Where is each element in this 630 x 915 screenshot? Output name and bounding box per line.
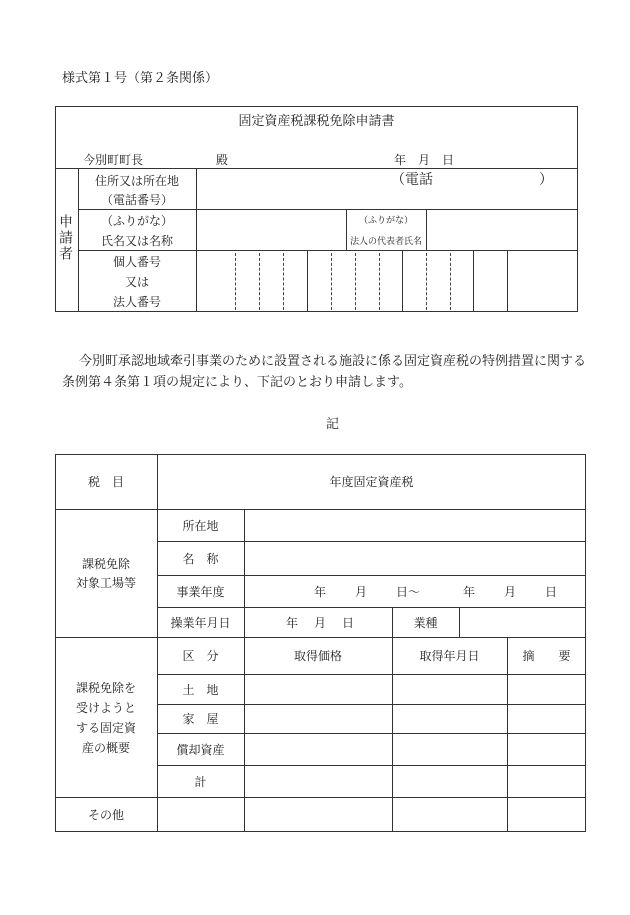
location-input[interactable] — [245, 510, 585, 540]
other-label: その他 — [87, 808, 124, 822]
application-title: 固定資産税課税免除申請書 — [238, 114, 395, 129]
asset-overview-label-4: 産の概要 — [81, 741, 130, 755]
asset-overview-label-1: 課税免除を — [75, 681, 136, 695]
date-month-label: 月 — [418, 153, 431, 167]
address-label: 住所又は所在地 — [94, 174, 179, 188]
start-date-label: 操業年月日 — [170, 615, 231, 630]
corp-furigana-label: （ふりがな） — [358, 216, 413, 226]
honorific: 殿 — [216, 153, 229, 167]
phone-close: ） — [539, 172, 553, 188]
row-building: 家 屋 — [182, 712, 219, 726]
fiscal-year-end-day: 日 — [545, 585, 558, 599]
phone-label: （電話番号） — [100, 193, 173, 207]
id-number-input[interactable] — [197, 251, 577, 311]
ki-label: 記 — [326, 417, 340, 432]
asset-overview-label-2: 受けようと — [75, 701, 136, 715]
id-number-label-3: 法人番号 — [112, 295, 161, 309]
name-input[interactable] — [197, 210, 345, 249]
column-remarks: 摘 要 — [522, 649, 571, 663]
body-text-line-1: 今別町承認地域牽引事業のために設置される施設に係る固定資産税の特例措置に関する — [79, 354, 587, 369]
date-year-label: 年 — [394, 153, 407, 167]
start-date-year: 年 — [286, 616, 299, 630]
applicant-label: 申請者 — [57, 214, 73, 262]
industry-input[interactable] — [460, 608, 585, 636]
target-factory-label-2: 対象工場等 — [75, 576, 136, 590]
body-text-line-2: 条例第４条第１項の規定により、下記のとおり申請します。 — [62, 375, 412, 390]
industry-label: 業種 — [413, 615, 438, 630]
id-number-label-1: 個人番号 — [112, 255, 161, 269]
date-day-label: 日 — [442, 153, 455, 167]
start-date-day: 日 — [342, 616, 355, 630]
addressee: 今別町町長 — [83, 153, 144, 167]
target-factory-label-1: 課税免除 — [81, 557, 130, 571]
asset-overview-label-3: する固定資 — [75, 721, 136, 735]
column-acquisition-price: 取得価格 — [293, 649, 342, 663]
fiscal-year-end-year: 年 — [463, 585, 476, 599]
furigana-label: （ふりがな） — [100, 214, 173, 228]
row-total: 計 — [194, 774, 207, 789]
factory-name-label: 名 称 — [182, 551, 219, 566]
representative-input[interactable] — [427, 210, 577, 249]
phone-open: （電話 — [391, 172, 433, 188]
start-date-month: 月 — [314, 616, 327, 630]
fiscal-year-start-day: 日～ — [396, 585, 421, 599]
location-label: 所在地 — [182, 518, 219, 533]
row-depreciable-assets: 償却資産 — [176, 742, 225, 757]
column-category: 区 分 — [182, 649, 219, 663]
column-acquisition-date: 取得年月日 — [419, 649, 480, 663]
address-input[interactable] — [197, 169, 577, 208]
corp-representative-label: 法人の代表者氏名 — [349, 237, 422, 247]
tax-item-label: 税 目 — [87, 475, 124, 489]
fiscal-year-label: 事業年度 — [176, 584, 225, 599]
other-input[interactable] — [158, 798, 585, 831]
tax-item-value: 年度固定資産税 — [329, 475, 414, 489]
fiscal-year-end-month: 月 — [504, 585, 517, 599]
fiscal-year-start-year: 年 — [314, 585, 327, 599]
id-number-label-2: 又は — [124, 275, 149, 289]
fiscal-year-start-month: 月 — [355, 585, 368, 599]
factory-name-input[interactable] — [245, 542, 585, 574]
name-label: 氏名又は名称 — [100, 234, 173, 248]
row-land: 土 地 — [182, 682, 219, 697]
form-number: 様式第１号（第２条関係） — [62, 71, 219, 86]
